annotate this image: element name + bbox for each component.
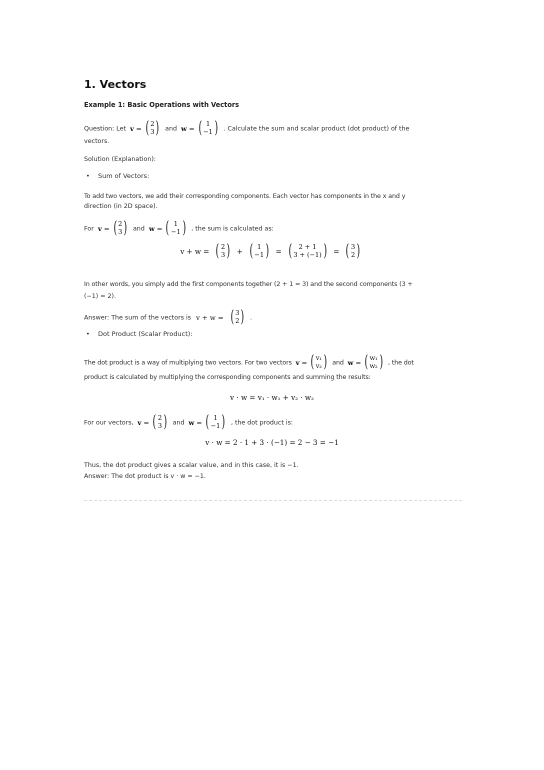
v-symbol: v (130, 124, 134, 133)
sum-intro-2: direction (in 2D space). (84, 203, 158, 210)
sum-note-2: (−1) = 2). (84, 293, 116, 300)
vector-v-general: ( v₁ v₂ ) (310, 352, 327, 372)
question-and: and (165, 125, 177, 133)
section-title: 1. Vectors (84, 78, 147, 91)
vector-w: ( 1 −1 ) (165, 218, 186, 238)
w-symbol: w (181, 124, 187, 133)
sum-note-1: In other words, you simply add the first components together (2 + 1 = 3) and the second components (3 + (84, 281, 413, 288)
question-line (84, 120, 409, 137)
dot-intro-1: The dot product is a way of multiplying two vectors. For two vectors v = ( v₁ v₂ ) and w = ( w₁ w₂ ) , the dot (84, 352, 414, 372)
dot-intro-2: product is calculated by multiplying the corresponding components and summing the results: (84, 374, 371, 381)
sum-result-vector: ( 3 2 ) (345, 241, 361, 261)
sum-equation: v + w = ( 2 3 ) + ( 1 −1 ) = ( 2 + 1 3 + (−1) ) = ( 3 2 ) (180, 241, 361, 261)
bullet-sum: • (86, 172, 90, 180)
sum-intro-1: To add two vectors, we add their corresponding components. Each vector has components in the x and y (84, 193, 406, 200)
vector-w-general: ( w₁ w₂ ) (364, 352, 383, 372)
dot-answer: Answer: The dot product is v · w = −1. (84, 473, 206, 480)
question-suffix: . Calculate the sum and scalar product (dot product) of the (223, 125, 410, 133)
dot-heading: Dot Product (Scalar Product): (98, 330, 193, 338)
dot-thus: Thus, the dot product gives a scalar value, and in this case, it is −1. (84, 462, 299, 469)
bullet-dot: • (86, 330, 90, 338)
page-divider (84, 500, 462, 501)
question-w-def: w = ( 1 −1 ) (181, 118, 218, 138)
dot-formula: v · w = v₁ · w₁ + v₂ · w₂ (230, 393, 314, 402)
dot-calculation: v · w = 2 · 1 + 3 · (−1) = 2 − 3 = −1 (205, 438, 339, 447)
vector-v: ( 2 3 ) (113, 218, 128, 238)
vector-w: ( 1 −1 ) (198, 118, 218, 138)
dot-for-line: For our vectors, v = ( 2 3 ) and w = ( 1 −1 ) , the dot product is: (84, 412, 293, 432)
question-v-def: v = ( 2 3 ) (130, 118, 160, 138)
sum-for-line: For v = ( 2 3 ) and w = ( 1 −1 ) , the sum is calculated as: (84, 218, 274, 238)
sum-answer: Answer: The sum of the vectors is v + w = ( 3 2 ) . (84, 307, 253, 327)
example-title: Example 1: Basic Operations with Vectors (84, 101, 240, 109)
vector-v: ( 2 3 ) (145, 118, 160, 138)
solution-label: Solution (Explanation): (84, 156, 156, 163)
question-suffix-line-2: vectors. (84, 138, 110, 145)
question-prefix: Question: Let (84, 125, 127, 133)
sum-heading: Sum of Vectors: (98, 172, 150, 180)
